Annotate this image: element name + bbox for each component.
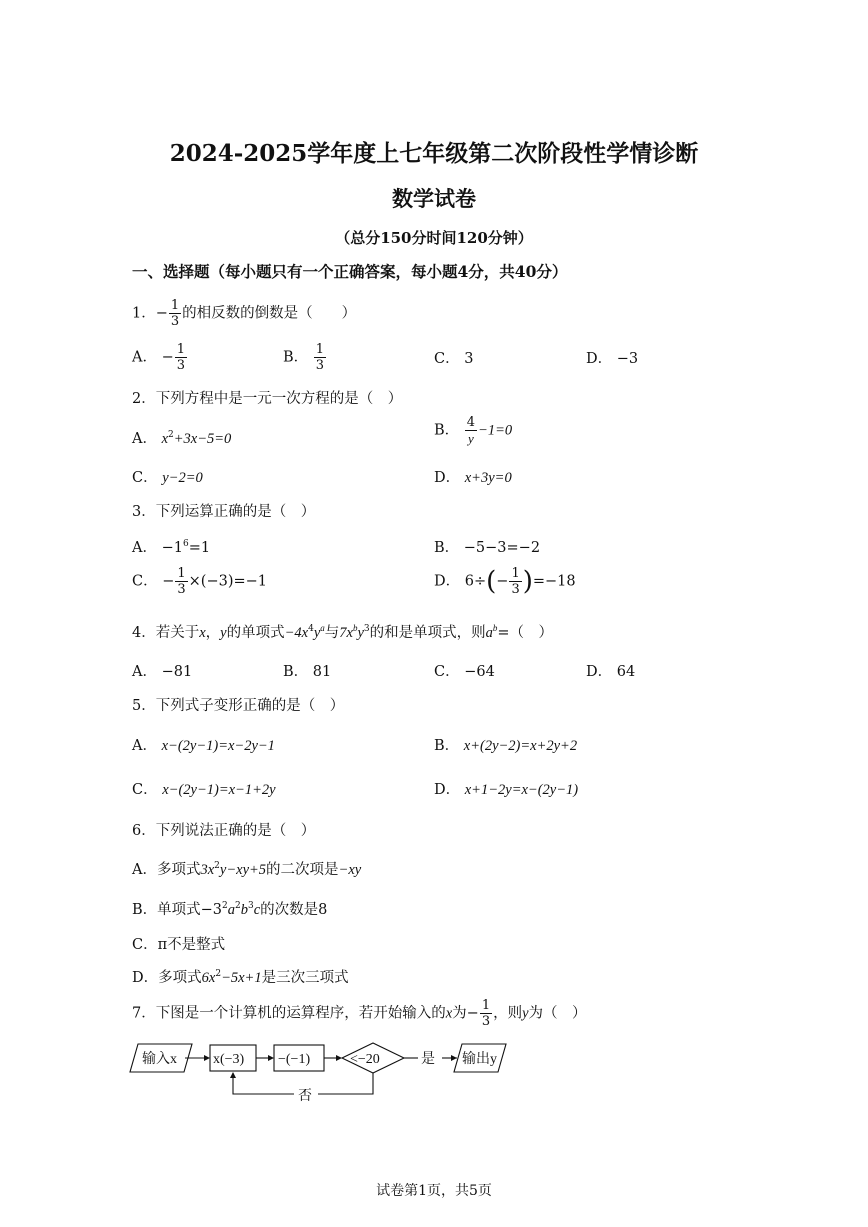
q1-option-b[interactable]: B． $\frac{1}{3}$: [283, 342, 325, 373]
q3-option-d[interactable]: D． 6÷(− $\frac{1}{3}$ )=−18: [434, 566, 576, 597]
q5-option-c[interactable]: C． x−(2y−1)=x−1+2y: [132, 782, 276, 798]
q3-option-b[interactable]: B． −5−3=−2: [434, 540, 541, 556]
flow-yes-label: 是: [421, 1052, 435, 1067]
q5-option-d[interactable]: D． x+1−2y=x−(2y−1): [434, 782, 579, 798]
q2-option-d[interactable]: D． x+3y=0: [434, 470, 512, 486]
q4-option-b[interactable]: B． 81: [283, 664, 332, 680]
q5-option-b[interactable]: B． x+(2y−2)=x+2y+2: [434, 738, 578, 754]
q5-option-a[interactable]: A． x−(2y−1)=x−2y−1: [132, 738, 275, 754]
flow-cond-label: <−20: [350, 1052, 380, 1067]
q1-option-c[interactable]: C． 3: [434, 351, 474, 367]
q2-option-a[interactable]: A． $x^2+3x-5=0$: [132, 430, 232, 447]
question-1: 1．− $\frac{1}{3}$ 的相反数的倒数是（ ）: [132, 298, 357, 329]
q4-option-a[interactable]: A． −81: [132, 664, 193, 680]
q3-option-a[interactable]: A． $-1^6=1$: [132, 539, 211, 556]
question-2: 2．下列方程中是一元一次方程的是（ ）: [132, 391, 403, 407]
q6-option-a[interactable]: A．多项式$3x^2y-xy+5$的二次项是−xy: [132, 861, 362, 878]
q4-option-c[interactable]: C． −64: [434, 664, 495, 680]
flow-no-label: 否: [298, 1089, 312, 1104]
flow-step2-label: −(−1): [278, 1052, 311, 1067]
q6-option-d[interactable]: D．多项式$6x^2-5x+1$是三次三项式: [132, 969, 349, 986]
flowchart: [128, 1040, 518, 1108]
exam-info: （总分150分时间120分钟）: [335, 229, 533, 247]
q1-option-d[interactable]: D． −3: [586, 351, 639, 367]
exam-title: 2024-2025学年度上七年级第二次阶段性学情诊断: [169, 140, 699, 167]
flow-input-label: 输入x: [142, 1052, 177, 1067]
question-6: 6．下列说法正确的是（ ）: [132, 823, 316, 839]
exam-subject: 数学试卷: [392, 186, 476, 211]
q1-option-a[interactable]: A． − $\frac{1}{3}$: [132, 342, 186, 373]
question-5: 5．下列式子变形正确的是（ ）: [132, 698, 345, 714]
q4-option-d[interactable]: D． 64: [586, 664, 636, 680]
section-heading: 一、选择题（每小题只有一个正确答案，每小题4分，共40分）: [132, 262, 568, 281]
q2-option-b[interactable]: B． $\frac{4}{y}$ −1=0: [434, 415, 513, 446]
question-3: 3．下列运算正确的是（ ）: [132, 504, 316, 520]
q2-option-c[interactable]: C． y−2=0: [132, 470, 203, 486]
q6-option-c[interactable]: C．π不是整式: [132, 937, 226, 953]
q3-option-c[interactable]: C． − $\frac{1}{3}$ ×(−3)=−1: [132, 566, 268, 597]
question-4: 4．若关于x，y的单项式$-4x^4y^a$与$7x^by^3$的和是单项式，则$a^b=$（ ）: [132, 623, 554, 641]
q6-option-b[interactable]: B．单项式$-3^2a^2b^3c$的次数是8: [132, 901, 328, 918]
fraction: $\frac{1}{3}$: [170, 298, 180, 329]
question-7: 7．下图是一个计算机的运算程序，若开始输入的x为− $\frac{1}{3}$ ，则y为（ ）: [132, 998, 587, 1029]
flow-step1-label: x(−3): [213, 1052, 245, 1067]
page-footer: 试卷第1页，共5页: [376, 1183, 492, 1199]
flow-output-label: 输出y: [462, 1052, 497, 1067]
